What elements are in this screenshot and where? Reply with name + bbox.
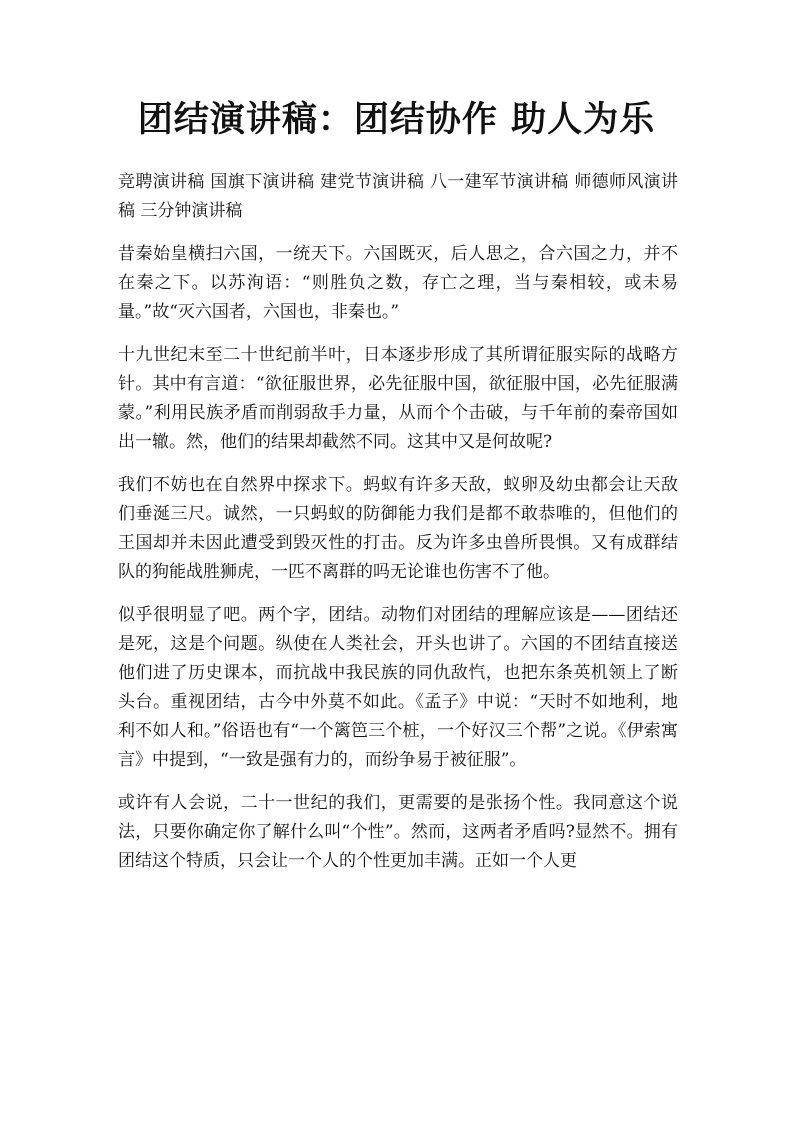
page-title: 团结演讲稿：团结协作 助人为乐 [137,99,656,140]
paragraph-5: 或许有人会说，二十一世纪的我们，更需要的是张扬个性。我同意这个说法，只要你确定你了解什么叫“个性”。然而，这两者矛盾吗?显然不。拥有团结这个特质，只会让一个人的个性更加丰满。正如一个人更 [118,793,678,871]
document-body [118,168,678,890]
paragraph-3: 我们不妨也在自然界中探求下。蚂蚁有许多天敌，蚁卵及幼虫都会让天敌们垂涎三尺。诚然，一只蚂蚁的防御能力我们是都不敢恭唯的，但他们的王国却并未因此遭受到毁灭性的打击。反为许多虫兽所畏惧。又有成群结队的狗能战胜狮虎，一匹不离群的吗无论谁也伤害不了他。 [118,475,678,582]
paragraph-4: 似乎很明显了吧。两个字，团结。动物们对团结的理解应该是——团结还是死，这是个问题。纵使在人类社会，开头也讲了。六国的不团结直接送他们进了历史课本，而抗战中我民族的同仇敌忾，也把东条英机领上了断头台。重视团结，古今中外莫不如此。《孟子》中说：“天时不如地利，地利不如人和。”俗语也有“一个篱笆三个桩，一个好汉三个帮”之说。《伊索寓言》中提到，“一致是强有力的，而纷争易于被征服”。 [118,605,678,770]
paragraph-2: 十九世纪末至二十世纪前半叶，日本逐步形成了其所谓征服实际的战略方针。其中有言道：“欲征服世界，必先征服中国，欲征服中国，必先征服满蒙。”利用民族矛盾而削弱敌手力量，从而个个击破，与千年前的秦帝国如出一辙。然，他们的结果却截然不同。这其中又是何故呢? [118,345,678,452]
paragraph-1: 昔秦始皇横扫六国，一统天下。六国既灭，后人思之，合六国之力，并不在秦之下。以苏洵语：“则胜负之数，存亡之理，当与秦相较，或未易量。”故“灭六国者，六国也，非秦也。” [118,244,678,322]
related-links[interactable]: 竞聘演讲稿 国旗下演讲稿 建党节演讲稿 八一建军节演讲稿 师德师风演讲稿 三分钟演讲稿 [118,172,678,221]
